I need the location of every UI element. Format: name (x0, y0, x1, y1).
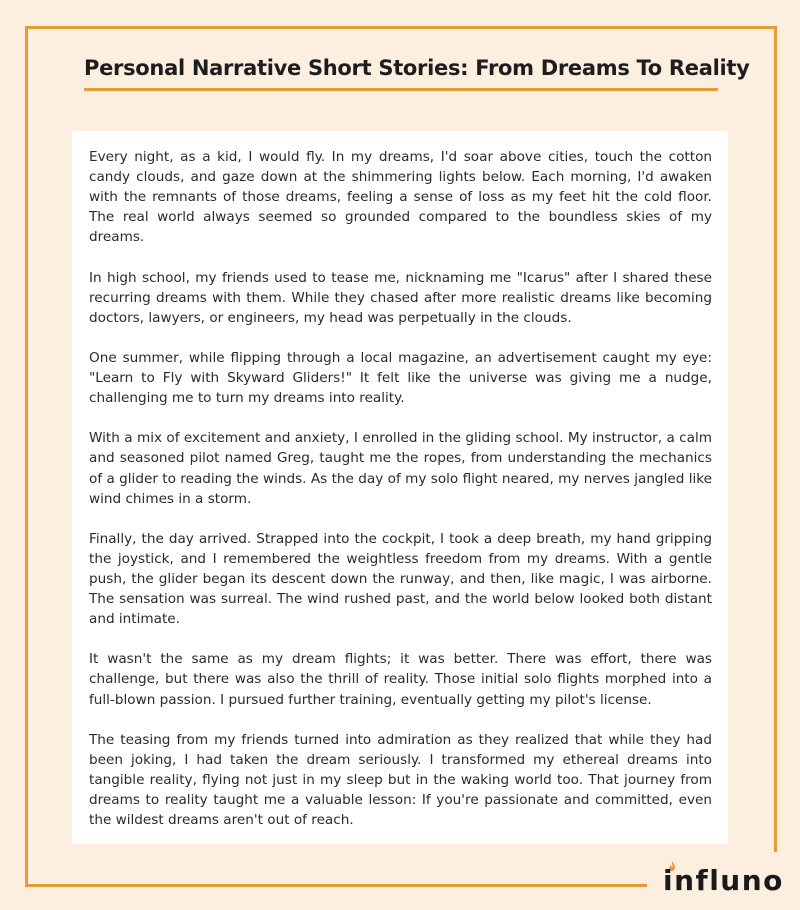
story-body (89, 147, 712, 830)
title-underline (84, 88, 718, 91)
paragraph: The teasing from my friends turned into admiration as they realized that while they had been joking, I had taken the dream seriously. I transformed my ethereal dreams into tangible reality, flying not just in my sleep but in the waking world too. That journey from dreams to reality taught me a valuable lesson: If you're passionate and committed, even the wildest dreams aren't out of reach. (89, 731, 712, 829)
page-title: Personal Narrative Short Stories: From Dreams To Reality (84, 56, 750, 80)
frame-left-border (25, 26, 28, 887)
brand-logo-text: influno (663, 864, 784, 897)
paragraph: In high school, my friends used to tease me, nicknaming me "Icarus" after I shared these recurring dreams with them. While they chased after more realistic dreams like becoming doctors, lawyers, or engineers, my head was perpetually in the clouds. (89, 269, 712, 326)
paragraph: One summer, while flipping through a local magazine, an advertisement caught my eye: "Learn to Fly with Skyward Gliders!" It felt like the universe was giving me a nudge, challenging me to turn my dreams into reality. (89, 349, 712, 407)
paragraph: Finally, the day arrived. Strapped into the cockpit, I took a deep breath, my hand gripping the joystick, and I remembered the weightless freedom from my dreams. With a gentle push, the glider began its descent down the runway, and then, like magic, I was airborne. The sensation was surreal. The wind rushed past, and the world below looked both distant and intimate. (89, 530, 712, 628)
frame-right-border (774, 26, 777, 852)
brand-logo (663, 864, 788, 904)
paragraph: It wasn't the same as my dream flights; it was better. There was effort, there was challenge, but there was also the thrill of reality. Those initial solo flights morphed into a full-blown passion. I pursued further training, eventually getting my pilot's license. (89, 651, 712, 708)
frame-bottom-border (25, 884, 647, 887)
frame-top-border (25, 26, 777, 29)
paragraph: Every night, as a kid, I would fly. In my dreams, I'd soar above cities, touch the cotton candy clouds, and gaze down at the shimmering lights below. Each morning, I'd awaken with the remnants of those dreams, feeling a sense of loss as my feet hit the cold floor. The real world always seemed so grounded compared to the boundless skies of my dreams. (89, 149, 712, 246)
paragraph: With a mix of excitement and anxiety, I enrolled in the gliding school. My instructor, a calm and seasoned pilot named Greg, taught me the ropes, from understanding the mechanics of a glider to reading the winds. As the day of my solo flight neared, my nerves jangled like wind chimes in a storm. (89, 430, 712, 507)
